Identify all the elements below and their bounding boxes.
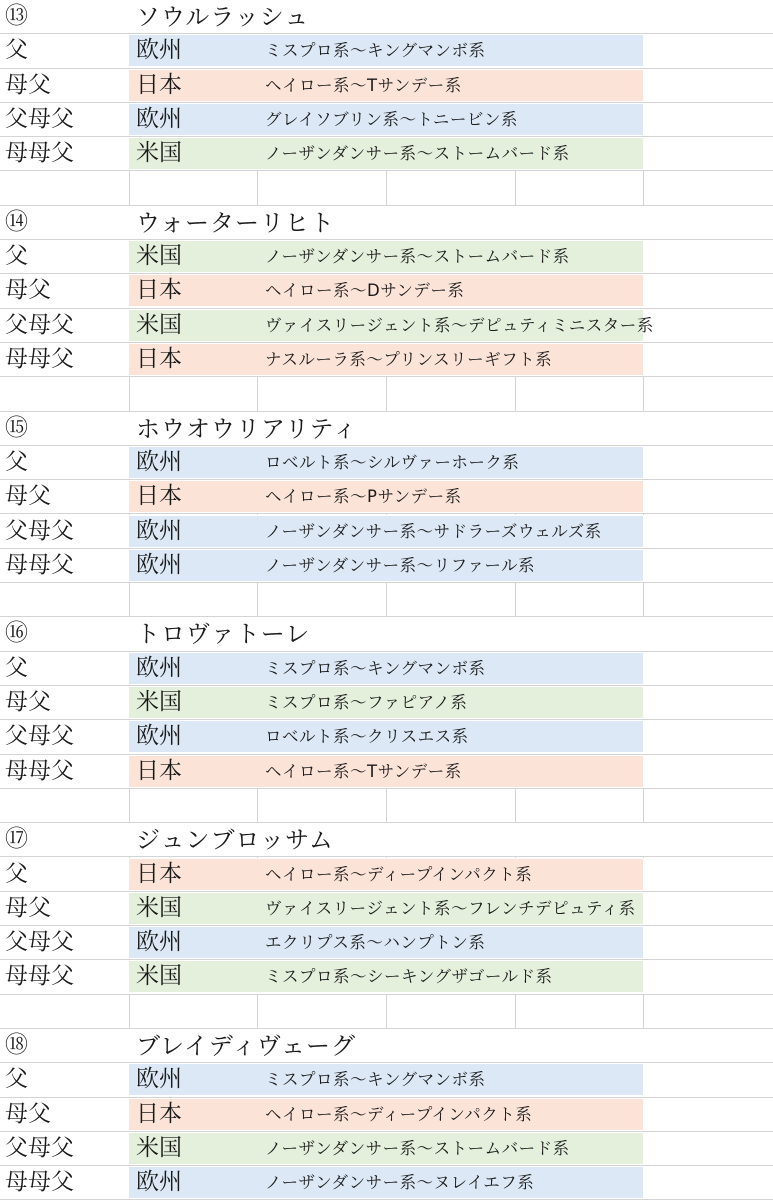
region-label: 日本 — [136, 757, 182, 784]
sire-line-text: ノーザンダンサー系～ヌレイエフ系 — [265, 1173, 535, 1193]
relation-label: 父母父 — [5, 517, 74, 544]
sire-line-text: ナスルーラ系～プリンスリーギフト系 — [265, 350, 553, 369]
region-label: 米国 — [136, 311, 182, 338]
pedigree-row — [0, 755, 773, 789]
spacer-row — [0, 789, 773, 823]
horse-name: ソウルラッシュ — [136, 3, 310, 31]
region-label: 欧州 — [136, 517, 182, 544]
pedigree-row — [0, 858, 773, 892]
sire-line-text: ヴァイスリージェント系～デピュティミニスター系 — [265, 315, 654, 335]
pedigree-row — [0, 1166, 773, 1200]
relation-label: 母父 — [5, 1100, 51, 1127]
pedigree-row — [0, 960, 773, 994]
horse-number: ⑭ — [5, 208, 28, 235]
relation-label: 父 — [5, 1066, 28, 1093]
region-label: 欧州 — [136, 105, 182, 132]
horse-title-row — [0, 823, 773, 857]
sire-line-text: ヘイロー系～Pサンデー系 — [265, 487, 462, 507]
region-label: 日本 — [136, 483, 182, 510]
region-label: 欧州 — [136, 654, 182, 681]
pedigree-row — [0, 69, 773, 103]
pedigree-row — [0, 446, 773, 480]
pedigree-row — [0, 515, 773, 549]
sire-line-text: ノーザンダンサー系～ストームバード系 — [265, 247, 570, 267]
sire-line-text: ヘイロー系～ディープインパクト系 — [265, 1104, 533, 1124]
relation-label: 父 — [5, 37, 28, 64]
sire-line-text: ミスプロ系～キングマンボ系 — [265, 658, 486, 678]
relation-label: 父母父 — [5, 1134, 74, 1161]
relation-label: 母母父 — [5, 140, 74, 167]
sire-line-text: ロベルト系～クリスエス系 — [265, 727, 469, 747]
horse-number: ⑬ — [5, 3, 28, 29]
relation-label: 父 — [5, 243, 28, 270]
region-label: 米国 — [136, 1134, 182, 1161]
pedigree-row — [0, 1132, 773, 1166]
sire-line-text: ミスプロ系～シーキングザゴールド系 — [265, 967, 553, 987]
sire-line-text: ノーザンダンサー系～ストームバード系 — [265, 1138, 570, 1158]
relation-label: 母母父 — [5, 551, 74, 578]
region-label: 日本 — [136, 860, 182, 887]
sire-line-text: ヘイロー系～Dサンデー系 — [265, 281, 465, 301]
relation-label: 父母父 — [5, 929, 74, 956]
sire-line-text: ヘイロー系～Tサンデー系 — [265, 75, 462, 95]
horse-number: ⑯ — [5, 620, 28, 647]
relation-label: 母母父 — [5, 346, 74, 372]
sire-line-text: ノーザンダンサー系～ストームバード系 — [265, 144, 570, 164]
spacer-row — [0, 995, 773, 1029]
pedigree-row — [0, 720, 773, 754]
region-label: 米国 — [136, 963, 182, 990]
relation-label: 母母父 — [5, 1169, 74, 1196]
relation-label: 父母父 — [5, 311, 74, 338]
sire-line-text: ロベルト系～シルヴァーホーク系 — [265, 452, 520, 472]
sire-line-text: ミスプロ系～キングマンボ系 — [265, 41, 486, 61]
relation-label: 母母父 — [5, 963, 74, 990]
horse-title-row — [0, 206, 773, 240]
pedigree-row — [0, 309, 773, 343]
horse-number: ⑰ — [5, 826, 28, 853]
pedigree-row — [0, 1098, 773, 1132]
horse-title-row — [0, 617, 773, 651]
spacer-row — [0, 172, 773, 206]
sire-line-text: ヴァイスリージェント系～フレンチデピュティ系 — [265, 898, 636, 918]
horse-number: ⑱ — [5, 1032, 28, 1058]
horse-name: ジュンブロッサム — [136, 826, 334, 855]
pedigree-row — [0, 274, 773, 308]
relation-label: 母父 — [5, 71, 51, 98]
relation-label: 母父 — [5, 894, 51, 921]
sire-line-text: ヘイロー系～Tサンデー系 — [265, 761, 462, 781]
region-label: 米国 — [136, 689, 182, 715]
region-label: 日本 — [136, 277, 182, 304]
sire-line-text: グレイソブリン系～トニービン系 — [265, 109, 518, 129]
region-label: 米国 — [136, 140, 182, 167]
region-label: 米国 — [136, 243, 182, 270]
pedigree-row — [0, 240, 773, 274]
relation-label: 父母父 — [5, 723, 74, 750]
pedigree-row — [0, 926, 773, 960]
region-label: 日本 — [136, 1100, 182, 1127]
sire-line-text: ヘイロー系～ディープインパクト系 — [265, 864, 533, 884]
pedigree-row — [0, 34, 773, 68]
relation-label: 母母父 — [5, 757, 74, 784]
sire-line-text: ノーザンダンサー系～リファール系 — [265, 555, 536, 575]
pedigree-row — [0, 892, 773, 926]
relation-label: 母父 — [5, 277, 51, 304]
region-label: 欧州 — [136, 929, 182, 956]
sire-line-text: ミスプロ系～ファピアノ系 — [265, 693, 468, 712]
horse-title-row — [0, 0, 773, 34]
pedigree-row — [0, 1063, 773, 1097]
pedigree-row — [0, 549, 773, 583]
horse-name: ブレイディヴェーグ — [136, 1032, 356, 1060]
horse-name: ホウオウリアリティ — [136, 414, 358, 443]
horse-title-row — [0, 412, 773, 446]
region-label: 欧州 — [136, 1066, 182, 1093]
relation-label: 父母父 — [5, 105, 74, 132]
pedigree-row — [0, 103, 773, 137]
pedigree-row — [0, 480, 773, 514]
spacer-row — [0, 583, 773, 617]
relation-label: 母父 — [5, 483, 51, 510]
region-label: 欧州 — [136, 37, 182, 64]
region-label: 欧州 — [136, 551, 182, 578]
pedigree-row — [0, 343, 773, 377]
pedigree-row — [0, 652, 773, 686]
horse-name: ウォーターリヒト — [136, 208, 336, 237]
spacer-row — [0, 377, 773, 411]
relation-label: 父 — [5, 860, 28, 887]
region-label: 欧州 — [136, 448, 182, 475]
relation-label: 父 — [5, 448, 28, 475]
relation-label: 父 — [5, 654, 28, 681]
region-label: 欧州 — [136, 723, 182, 750]
relation-label: 母父 — [5, 689, 51, 715]
region-label: 日本 — [136, 71, 182, 98]
region-label: 米国 — [136, 894, 182, 921]
horse-name: トロヴァトーレ — [136, 620, 311, 649]
pedigree-row — [0, 686, 773, 720]
sire-line-text: ノーザンダンサー系～サドラーズウェルズ系 — [265, 521, 602, 541]
region-label: 日本 — [136, 346, 182, 372]
horse-title-row — [0, 1029, 773, 1063]
horse-number: ⑮ — [5, 414, 28, 441]
pedigree-row — [0, 137, 773, 171]
region-label: 欧州 — [136, 1169, 182, 1196]
sire-line-text: ミスプロ系～キングマンボ系 — [265, 1070, 486, 1090]
sire-line-text: エクリプス系～ハンプトン系 — [265, 933, 486, 953]
